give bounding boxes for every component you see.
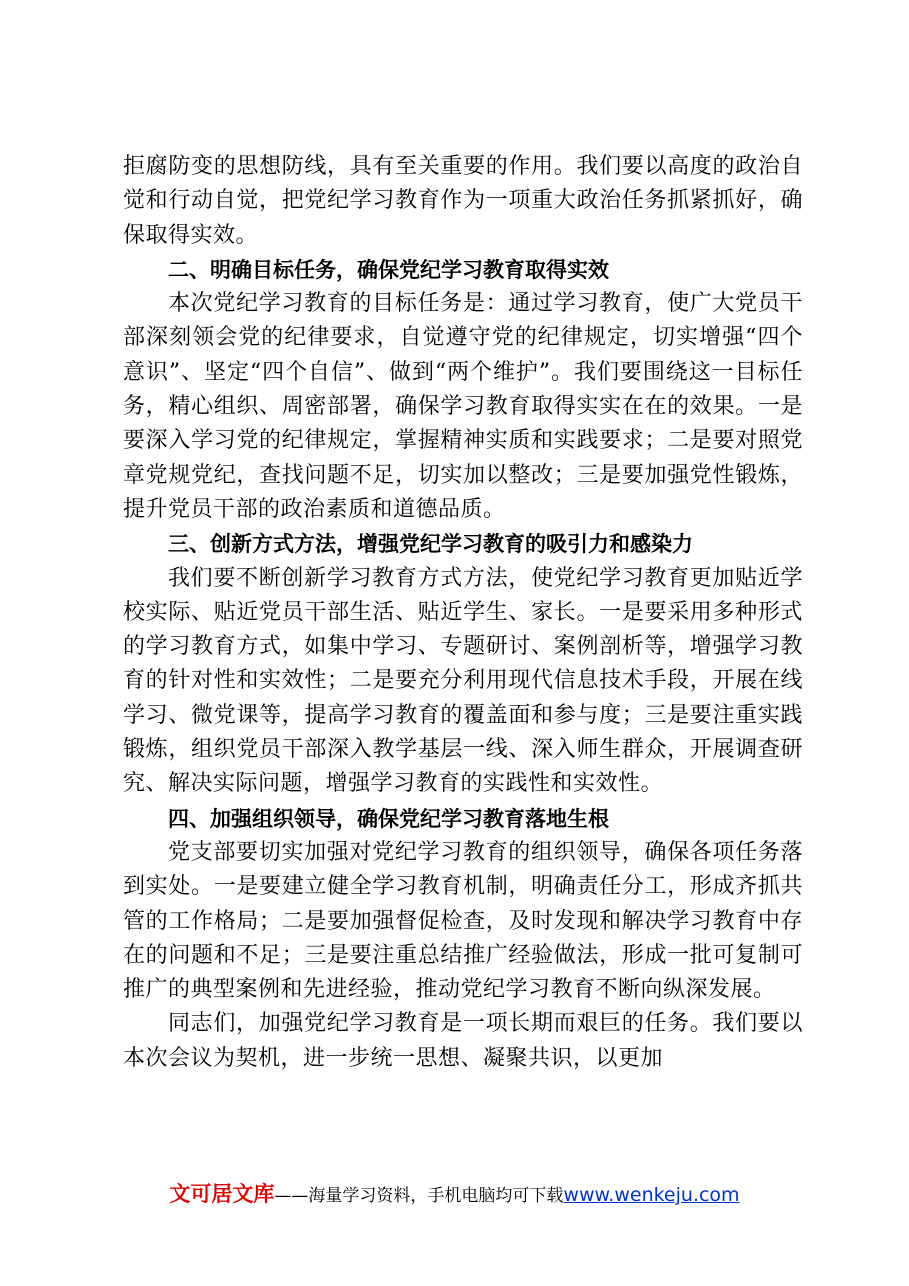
paragraph-closing: 同志们，加强党纪学习教育是一项长期而艰巨的任务。我们要以本次会议为契机，进一步统一思想、凝聚共识，以更加 (123, 1011, 803, 1071)
paragraph-continued: 拒腐防变的思想防线，具有至关重要的作用。我们要以高度的政治自觉和行动自觉，把党纪学习教育作为一项重大政治任务抓紧抓好，确保取得实效。 (123, 154, 803, 248)
footer-brand: 文可居文库 (169, 1182, 275, 1206)
footer-url-link[interactable]: www.wenkeju.com (563, 1184, 740, 1206)
section-heading-4: 四、加强组织领导，确保党纪学习教育落地生根 (168, 806, 609, 831)
section-heading-2: 二、明确目标任务，确保党纪学习教育取得实效 (168, 257, 609, 282)
footer-tagline: ——海量学习资料，手机电脑均可下载 (274, 1186, 564, 1206)
paragraph-section-2: 本次党纪学习教育的目标任务是：通过学习教育，使广大党员干部深刻领会党的纪律要求，自觉遵守党的纪律规定，切实增强“四个意识”、坚定“四个自信”、做到“两个维护”。我们要围绕这一目标任务，精心组织、周密部署，确保学习教育取得实实在在的效果。一是要深入学习党的纪律规定，掌握精神实质和实践要求；二是要对照党章党规党纪，查找问题不足，切实加以整改；三是要加强党性锻炼，提升党员干部的政治素质和道德品质。 (123, 291, 803, 522)
paragraph-section-4: 党支部要切实加强对党纪学习教育的组织领导，确保各项任务落到实处。一是要建立健全学习教育机制，明确责任分工，形成齐抓共管的工作格局；二是要加强督促检查，及时发现和解决学习教育中存在的问题和不足；三是要注重总结推广经验做法，形成一批可复制可推广的典型案例和先进经验，推动党纪学习教育不断向纵深发展。 (123, 839, 803, 1003)
paragraph-section-3: 我们要不断创新学习教育方式方法，使党纪学习教育更加贴近学校实际、贴近党员干部生活、贴近学生、家长。一是要采用多种形式的学习教育方式，如集中学习、专题研讨、案例剖析等，增强学习教育的针对性和实效性；二是要充分利用现代信息技术手段，开展在线学习、微党课等，提高学习教育的覆盖面和参与度；三是要注重实践锻炼，组织党员干部深入教学基层一线、深入师生群众，开展调查研究、解决实际问题，增强学习教育的实践性和实效性。 (123, 565, 803, 797)
footer-watermark (0, 1180, 909, 1210)
section-heading-3: 三、创新方式方法，增强党纪学习教育的吸引力和感染力 (168, 532, 693, 557)
document-body (123, 150, 803, 1076)
